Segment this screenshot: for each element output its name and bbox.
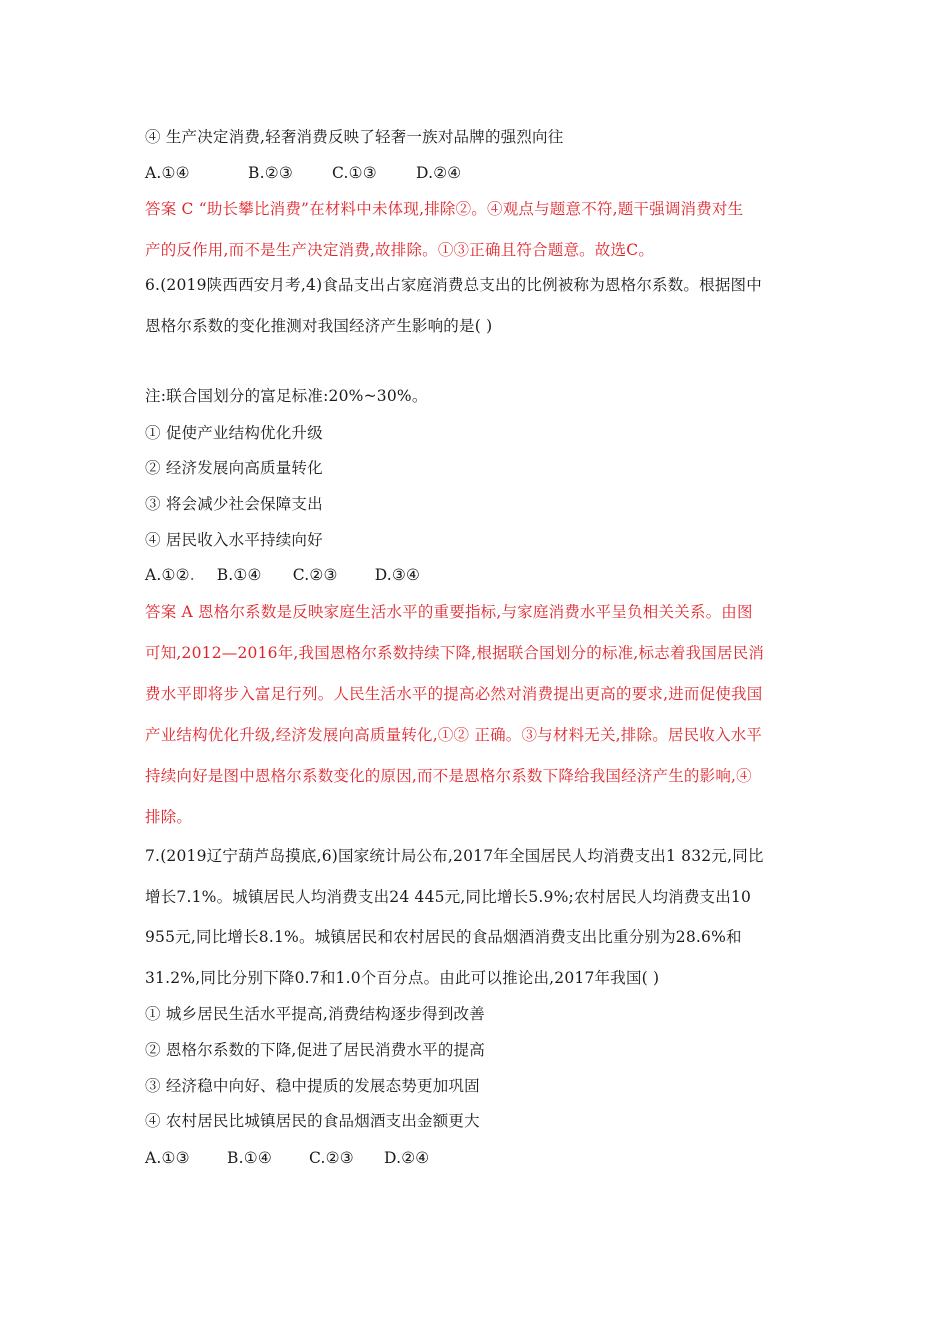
- q6-statement-2: ② 经济发展向高质量转化: [145, 459, 323, 477]
- q7-options: [145, 1148, 815, 1168]
- q6-option-a-dot: .: [189, 566, 195, 584]
- q6-statement-3: ③ 将会减少社会保障支出: [145, 495, 323, 513]
- q6-stem-line-1: 6.(2019陕西西安月考,4)食品支出占家庭消费总支出的比例被称为恩格尔系数。根据图中: [145, 276, 762, 294]
- q5-option-d: D.②④: [416, 164, 462, 182]
- q6-answer-line-1: 答案 A 恩格尔系数是反映家庭生活水平的重要指标,与家庭消费水平呈负相关关系。由图: [145, 603, 753, 621]
- q7-stem-line-3: 955元,同比增长8.1%。城镇居民和农村居民的食品烟酒消费支出比重分别为28.6%和: [145, 928, 742, 946]
- q7-statement-4: ④ 农村居民比城镇居民的食品烟酒支出金额更大: [145, 1112, 480, 1130]
- q7-statement-2: ② 恩格尔系数的下降,促进了居民消费水平的提高: [145, 1041, 485, 1059]
- q6-answer-line-5: 持续向好是图中恩格尔系数变化的原因,而不是恩格尔系数下降给我国经济产生的影响,④: [145, 767, 752, 785]
- q6-option-a: A.①②: [145, 566, 190, 584]
- q5-answer-line-2: 产的反作用,而不是生产决定消费,故排除。①③正确且符合题意。故选C。: [145, 241, 655, 259]
- q6-option-c: C.②③: [292, 566, 338, 584]
- q7-option-c: C.②③: [309, 1149, 354, 1167]
- q6-stem-line-2: 恩格尔系数的变化推测对我国经济产生影响的是( ): [145, 317, 493, 335]
- q7-option-d: D.②④: [384, 1149, 430, 1167]
- q7-stem-line-4: 31.2%,同比分别下降0.7和1.0个百分点。由此可以推论出,2017年我国( ): [145, 969, 660, 987]
- q6-answer-line-3: 费水平即将步入富足行列。人民生活水平的提高必然对消费提出更高的要求,进而促使我国: [145, 685, 763, 703]
- q6-answer-line-4: 产业结构优化升级,经济发展向高质量转化,①② 正确。③与材料无关,排除。居民收入水平: [145, 726, 763, 744]
- q6-answer-line-6: 排除。: [145, 808, 193, 826]
- q6-statement-1: ① 促使产业结构优化升级: [145, 424, 323, 442]
- q6-statement-4: ④ 居民收入水平持续向好: [145, 531, 323, 549]
- q6-note: 注:联合国划分的富足标准:20%~30%。: [145, 387, 428, 405]
- q7-statement-3: ③ 经济稳中向好、稳中提质的发展态势更加巩固: [145, 1077, 480, 1095]
- q7-stem-line-2: 增长7.1%。城镇居民人均消费支出24 445元,同比增长5.9%;农村居民人均消费支出10: [145, 888, 752, 906]
- q5-statement-4: ④ 生产决定消费,轻奢消费反映了轻奢一族对品牌的强烈向往: [145, 128, 564, 146]
- q6-answer-line-2: 可知,2012—2016年,我国恩格尔系数持续下降,根据联合国划分的标准,标志着我国居民消: [145, 644, 765, 662]
- q7-option-a: A.①③: [145, 1149, 190, 1167]
- q7-statement-1: ① 城乡居民生活水平提高,消费结构逐步得到改善: [145, 1005, 485, 1023]
- q7-option-b: B.①④: [227, 1149, 272, 1167]
- q5-answer-line-1: 答案 C “助长攀比消费”在材料中未体现,排除②。④观点与题意不符,题干强调消费对生: [145, 200, 744, 218]
- q5-options: [145, 163, 815, 183]
- q5-option-b: B.②③: [248, 164, 293, 182]
- q5-option-c: C.①③: [332, 164, 377, 182]
- q7-stem-line-1: 7.(2019辽宁葫芦岛摸底,6)国家统计局公布,2017年全国居民人均消费支出1 832元,同比: [145, 847, 764, 865]
- q6-option-b: B.①④: [216, 566, 262, 584]
- q6-options: [145, 565, 815, 585]
- q6-option-d: D.③④: [374, 566, 421, 584]
- q5-option-a: A.①④: [145, 164, 190, 182]
